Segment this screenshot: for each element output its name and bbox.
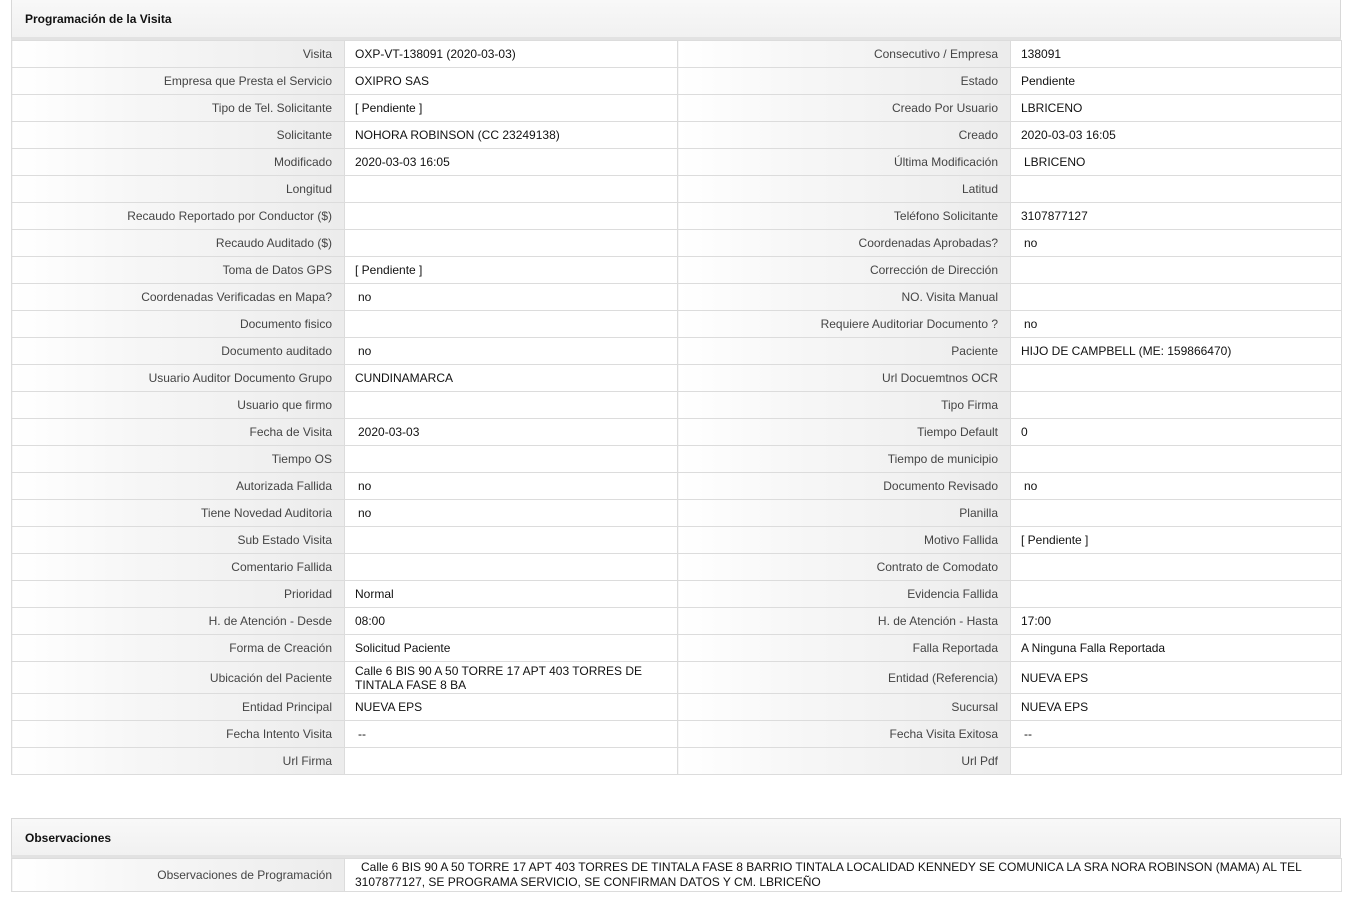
field-value	[345, 311, 678, 338]
field-label: Visita	[12, 41, 345, 68]
field-label: Latitud	[678, 176, 1011, 203]
table-row	[12, 392, 1342, 419]
table-row	[12, 608, 1342, 635]
table-row	[12, 554, 1342, 581]
table-row	[12, 419, 1342, 446]
table-row	[12, 95, 1342, 122]
field-label: NO. Visita Manual	[678, 284, 1011, 311]
field-value: no	[345, 473, 678, 500]
field-value	[345, 527, 678, 554]
field-value: OXIPRO SAS	[345, 68, 678, 95]
field-label: Tiempo OS	[12, 446, 345, 473]
field-label: Motivo Fallida	[678, 527, 1011, 554]
table-row	[12, 721, 1342, 748]
field-value	[1011, 500, 1342, 527]
table-row	[12, 365, 1342, 392]
table-row	[12, 694, 1342, 721]
field-value: LBRICENO	[1011, 95, 1342, 122]
field-label: Evidencia Fallida	[678, 581, 1011, 608]
panel-title: Observaciones	[11, 818, 1341, 858]
field-label: Sub Estado Visita	[12, 527, 345, 554]
field-label: Sucursal	[678, 694, 1011, 721]
table-row	[12, 500, 1342, 527]
field-value	[345, 176, 678, 203]
field-label: Url Docuemtnos OCR	[678, 365, 1011, 392]
field-value: 138091	[1011, 41, 1342, 68]
field-label: Tipo de Tel. Solicitante	[12, 95, 345, 122]
field-value: OXP-VT-138091 (2020-03-03)	[345, 41, 678, 68]
field-value: 17:00	[1011, 608, 1342, 635]
field-value: no	[345, 284, 678, 311]
table-row	[12, 581, 1342, 608]
field-label: Última Modificación	[678, 149, 1011, 176]
field-label: Usuario que firmo	[12, 392, 345, 419]
field-value: NUEVA EPS	[1011, 694, 1342, 721]
field-value	[1011, 365, 1342, 392]
table-row	[12, 41, 1342, 68]
field-label: Ubicación del Paciente	[12, 662, 345, 694]
field-value	[1011, 257, 1342, 284]
field-value: no	[1011, 311, 1342, 338]
table-row	[12, 311, 1342, 338]
field-value	[1011, 176, 1342, 203]
field-label: Documento auditado	[12, 338, 345, 365]
field-label: Coordenadas Verificadas en Mapa?	[12, 284, 345, 311]
field-label: Forma de Creación	[12, 635, 345, 662]
table-row	[12, 635, 1342, 662]
field-value	[1011, 554, 1342, 581]
field-label: Consecutivo / Empresa	[678, 41, 1011, 68]
field-label: Comentario Fallida	[12, 554, 345, 581]
field-label: Entidad (Referencia)	[678, 662, 1011, 694]
field-label: Fecha Visita Exitosa	[678, 721, 1011, 748]
table-row	[12, 748, 1342, 775]
field-value	[345, 446, 678, 473]
table-row	[12, 149, 1342, 176]
field-value: 2020-03-03	[345, 419, 678, 446]
table-row	[12, 203, 1342, 230]
field-label: H. de Atención - Hasta	[678, 608, 1011, 635]
visit-details-body	[12, 41, 1342, 775]
field-value: Normal	[345, 581, 678, 608]
field-label: Tiempo Default	[678, 419, 1011, 446]
field-label: H. de Atención - Desde	[12, 608, 345, 635]
field-value: 3107877127	[1011, 203, 1342, 230]
field-label: Url Pdf	[678, 748, 1011, 775]
field-value: NOHORA ROBINSON (CC 23249138)	[345, 122, 678, 149]
table-row	[12, 68, 1342, 95]
field-value: Calle 6 BIS 90 A 50 TORRE 17 APT 403 TORRES DE TINTALA FASE 8 BA	[345, 662, 678, 694]
field-label: Documento fisico	[12, 311, 345, 338]
field-value	[1011, 446, 1342, 473]
field-label: Paciente	[678, 338, 1011, 365]
field-label: Autorizada Fallida	[12, 473, 345, 500]
field-label: Corrección de Dirección	[678, 257, 1011, 284]
field-value: Calle 6 BIS 90 A 50 TORRE 17 APT 403 TORRES DE TINTALA FASE 8 BARRIO TINTALA LOCALIDAD KENNEDY SE COMUNICA LA SRA NORA ROBINSON (MAMA) AL TEL 3107877127, SE PROGRAMA SERVICIO, SE CONFIRMAN DATOS Y CM. LBRICEÑO	[355, 860, 1302, 889]
field-value: --	[1011, 721, 1342, 748]
visit-schedule-panel	[11, 0, 1341, 775]
field-value: HIJO DE CAMPBELL (ME: 159866470)	[1011, 338, 1342, 365]
field-value: LBRICENO	[1011, 149, 1342, 176]
observations-table	[11, 858, 1342, 892]
field-label: Planilla	[678, 500, 1011, 527]
table-row	[12, 122, 1342, 149]
field-label: Requiere Auditoriar Documento ?	[678, 311, 1011, 338]
field-value	[1011, 392, 1342, 419]
field-value: NUEVA EPS	[1011, 662, 1342, 694]
observations-panel	[11, 818, 1341, 892]
table-row	[12, 338, 1342, 365]
field-value	[345, 392, 678, 419]
field-value: no	[345, 338, 678, 365]
field-label: Prioridad	[12, 581, 345, 608]
field-label: Observaciones de Programación	[12, 859, 345, 892]
field-value	[1011, 284, 1342, 311]
field-label: Recaudo Reportado por Conductor ($)	[12, 203, 345, 230]
table-row	[12, 473, 1342, 500]
field-value	[1011, 748, 1342, 775]
field-label: Toma de Datos GPS	[12, 257, 345, 284]
field-label: Solicitante	[12, 122, 345, 149]
field-label: Tipo Firma	[678, 392, 1011, 419]
field-value: [ Pendiente ]	[345, 257, 678, 284]
field-label: Tiempo de municipio	[678, 446, 1011, 473]
table-row	[12, 662, 1342, 694]
field-label: Tiene Novedad Auditoria	[12, 500, 345, 527]
table-row	[12, 284, 1342, 311]
panel-title: Programación de la Visita	[11, 0, 1341, 40]
field-label: Coordenadas Aprobadas?	[678, 230, 1011, 257]
field-label: Teléfono Solicitante	[678, 203, 1011, 230]
field-value: [ Pendiente ]	[1011, 527, 1342, 554]
visit-details-table	[11, 40, 1342, 775]
field-value: A Ninguna Falla Reportada	[1011, 635, 1342, 662]
field-value: Solicitud Paciente	[345, 635, 678, 662]
field-value: CUNDINAMARCA	[345, 365, 678, 392]
table-row	[12, 230, 1342, 257]
field-value: no	[1011, 473, 1342, 500]
field-label: Estado	[678, 68, 1011, 95]
field-value: Pendiente	[1011, 68, 1342, 95]
field-value: no	[1011, 230, 1342, 257]
field-value: [ Pendiente ]	[345, 95, 678, 122]
field-label: Documento Revisado	[678, 473, 1011, 500]
table-row	[12, 527, 1342, 554]
field-label: Entidad Principal	[12, 694, 345, 721]
field-label: Contrato de Comodato	[678, 554, 1011, 581]
table-row	[12, 446, 1342, 473]
field-value	[345, 554, 678, 581]
field-label: Fecha de Visita	[12, 419, 345, 446]
field-label: Url Firma	[12, 748, 345, 775]
field-value	[345, 748, 678, 775]
field-value: no	[345, 500, 678, 527]
field-label: Modificado	[12, 149, 345, 176]
field-label: Fecha Intento Visita	[12, 721, 345, 748]
field-label: Empresa que Presta el Servicio	[12, 68, 345, 95]
field-label: Creado	[678, 122, 1011, 149]
field-value: 0	[1011, 419, 1342, 446]
observations-value	[345, 859, 1342, 892]
field-label: Usuario Auditor Documento Grupo	[12, 365, 345, 392]
field-value: NUEVA EPS	[345, 694, 678, 721]
field-value	[1011, 581, 1342, 608]
field-value: 08:00	[345, 608, 678, 635]
field-value	[345, 203, 678, 230]
field-value: --	[345, 721, 678, 748]
table-row	[12, 176, 1342, 203]
field-label: Falla Reportada	[678, 635, 1011, 662]
field-label: Longitud	[12, 176, 345, 203]
field-value: 2020-03-03 16:05	[345, 149, 678, 176]
field-value	[345, 230, 678, 257]
field-value: 2020-03-03 16:05	[1011, 122, 1342, 149]
field-label: Creado Por Usuario	[678, 95, 1011, 122]
field-label: Recaudo Auditado ($)	[12, 230, 345, 257]
table-row	[12, 859, 1342, 892]
table-row	[12, 257, 1342, 284]
